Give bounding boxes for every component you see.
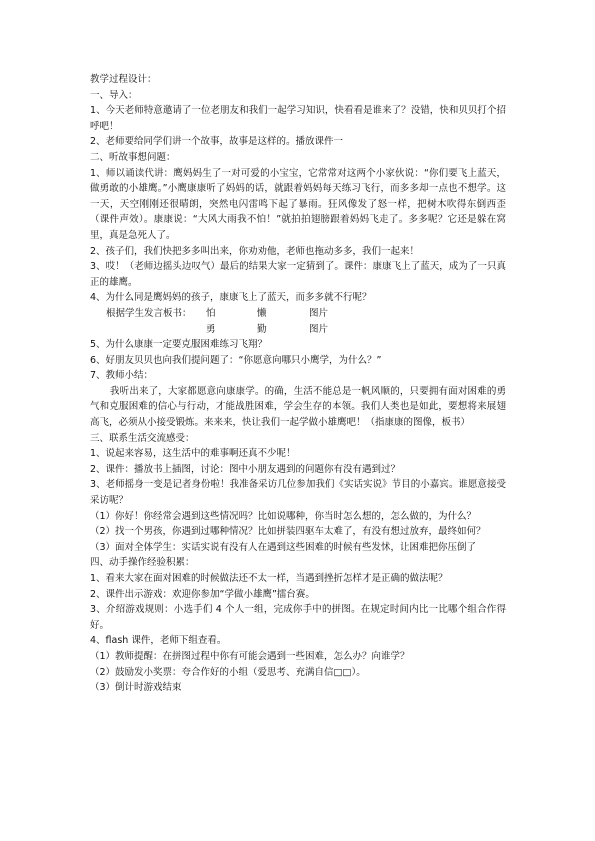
paragraph: 4、为什么同是鹰妈妈的孩子，康康飞上了蓝天，而多多就不行呢？ bbox=[90, 292, 372, 304]
question: （3）面对全体学生：实话实说有没有人在遇到这些困难的时候有些发怵，让困难把你压倒了 bbox=[90, 541, 477, 553]
story-paragraph: 1、师以诵读代讲：鹰妈妈生了一对可爱的小宝宝，它常常对这两个小家伙说：“你们要飞上蓝天，做勇敢的小雄鹰。”小鹰康康听了妈妈的话，就跟着妈妈每天练习飞行，而多多却一点也不想学。这一天，天空刚刚还很晴朗，突然电闪雷鸣下起了暴雨。狂风像发了怒一样，把树木吹得东倒西歪（课件声效）。康康说：“大风大雨我不怕！”就拍拍翅膀跟着妈妈飞走了。多多呢？它还是躲在窝里，真是急死人了。 bbox=[90, 167, 506, 241]
question: （1）你好！你经常会遇到这些情况吗？比如说哪种，你当时怎么想的，怎么做的，为什么？ bbox=[90, 510, 477, 522]
sub-item: （1）教师提醒：在拼图过程中你有可能会遇到一些困难，怎么办？向谁学？ bbox=[90, 650, 410, 662]
paragraph: 4、flash 课件，老师下组查看。 bbox=[90, 635, 227, 647]
question: （2）找一个男孩，你遇到过哪种情况？比如拼装四驱车太难了，有没有想过放弃，最终如何？ bbox=[90, 526, 486, 538]
paragraph: 6、好朋友贝贝也向我们提问题了：“你愿意向哪只小鹰学，为什么？” bbox=[90, 354, 382, 366]
board-word: 图片 bbox=[309, 307, 329, 319]
paragraph: 1、说起来容易，这生活中的难事啊还真不少呢！ bbox=[90, 448, 296, 460]
paragraph: 1、今天老师特意邀请了一位老朋友和我们一起学习知识，快看看是谁来了？没错，快和贝贝打个招呼吧！ bbox=[90, 105, 506, 132]
board-word: 勤 bbox=[257, 323, 267, 335]
section-title: 四、动手操作经验积累： bbox=[90, 557, 195, 569]
summary-paragraph: 我听出来了，大家都愿意向康康学。的确，生活不能总是一帆风顺的，只要拥有面对困难的勇气和克服困难的信心与行动，才能战胜困难，学会生存的本领。我们人类也是如此，要想将来展翅高飞，必须从小接受锻炼。来来来，快让我们一起学做小雄鹰吧！（指康康的图像，板书） bbox=[90, 385, 506, 429]
section-title: 一、导入： bbox=[90, 89, 138, 101]
paragraph: 3、老师摇身一变是记者身份啦！我准备采访几位参加我们《实话实说》节目的小嘉宾。谁愿意接受采访呢？ bbox=[90, 479, 506, 507]
section-title: 二、听故事想问题： bbox=[90, 151, 176, 163]
paragraph: 2、孩子们，我们快把多多叫出来，你劝劝他，老师也拖动多多，我们一起来！ bbox=[90, 245, 420, 257]
paragraph: 3、介绍游戏规则：小选手们 4 个人一组，完成你手中的拼图。在规定时间内比一比哪个组合作得好。 bbox=[90, 604, 506, 631]
heading: 教学过程设计： bbox=[90, 74, 157, 85]
paragraph: 2、老师要给同学们讲一个故事，故事是这样的。播放课件一 bbox=[90, 136, 344, 148]
board-row-2 bbox=[90, 322, 506, 338]
paragraph: 5、为什么康康一定要克服困难练习飞翔？ bbox=[90, 339, 268, 351]
paragraph: 3、哎！（老师边摇头边叹气）最后的结果大家一定猜到了。课件：康康飞上了蓝天，成为了一只真正的雄鹰。 bbox=[90, 261, 506, 288]
board-word: 懒 bbox=[257, 307, 267, 319]
board-word: 勇 bbox=[206, 323, 216, 335]
sub-item: （3）倒计时游戏结束 bbox=[90, 682, 182, 694]
paragraph: 2、课件：播放书上插图，讨论：图中小朋友遇到的问题你有没有遇到过？ bbox=[90, 463, 401, 475]
board-word: 图片 bbox=[309, 323, 329, 335]
paragraph: 2、课件出示游戏：欢迎你参加“学做小雄鹰”擂台赛。 bbox=[90, 588, 315, 600]
paragraph: 1、看来大家在面对困难的时候做法还不太一样，当遇到挫折怎样才是正确的做法呢？ bbox=[90, 573, 448, 584]
document-body bbox=[90, 72, 506, 696]
board-word: 怕 bbox=[206, 307, 216, 319]
board-row-1 bbox=[90, 306, 506, 322]
paragraph: 7、教师小结： bbox=[90, 370, 154, 382]
section-title: 三、联系生活交流感受： bbox=[90, 432, 195, 444]
sub-item: （2）鼓励发小奖票：夸合作好的小组（爱思考、充满自信□□）。 bbox=[90, 666, 366, 678]
board-intro: 根据学生发言板书： bbox=[106, 307, 192, 319]
